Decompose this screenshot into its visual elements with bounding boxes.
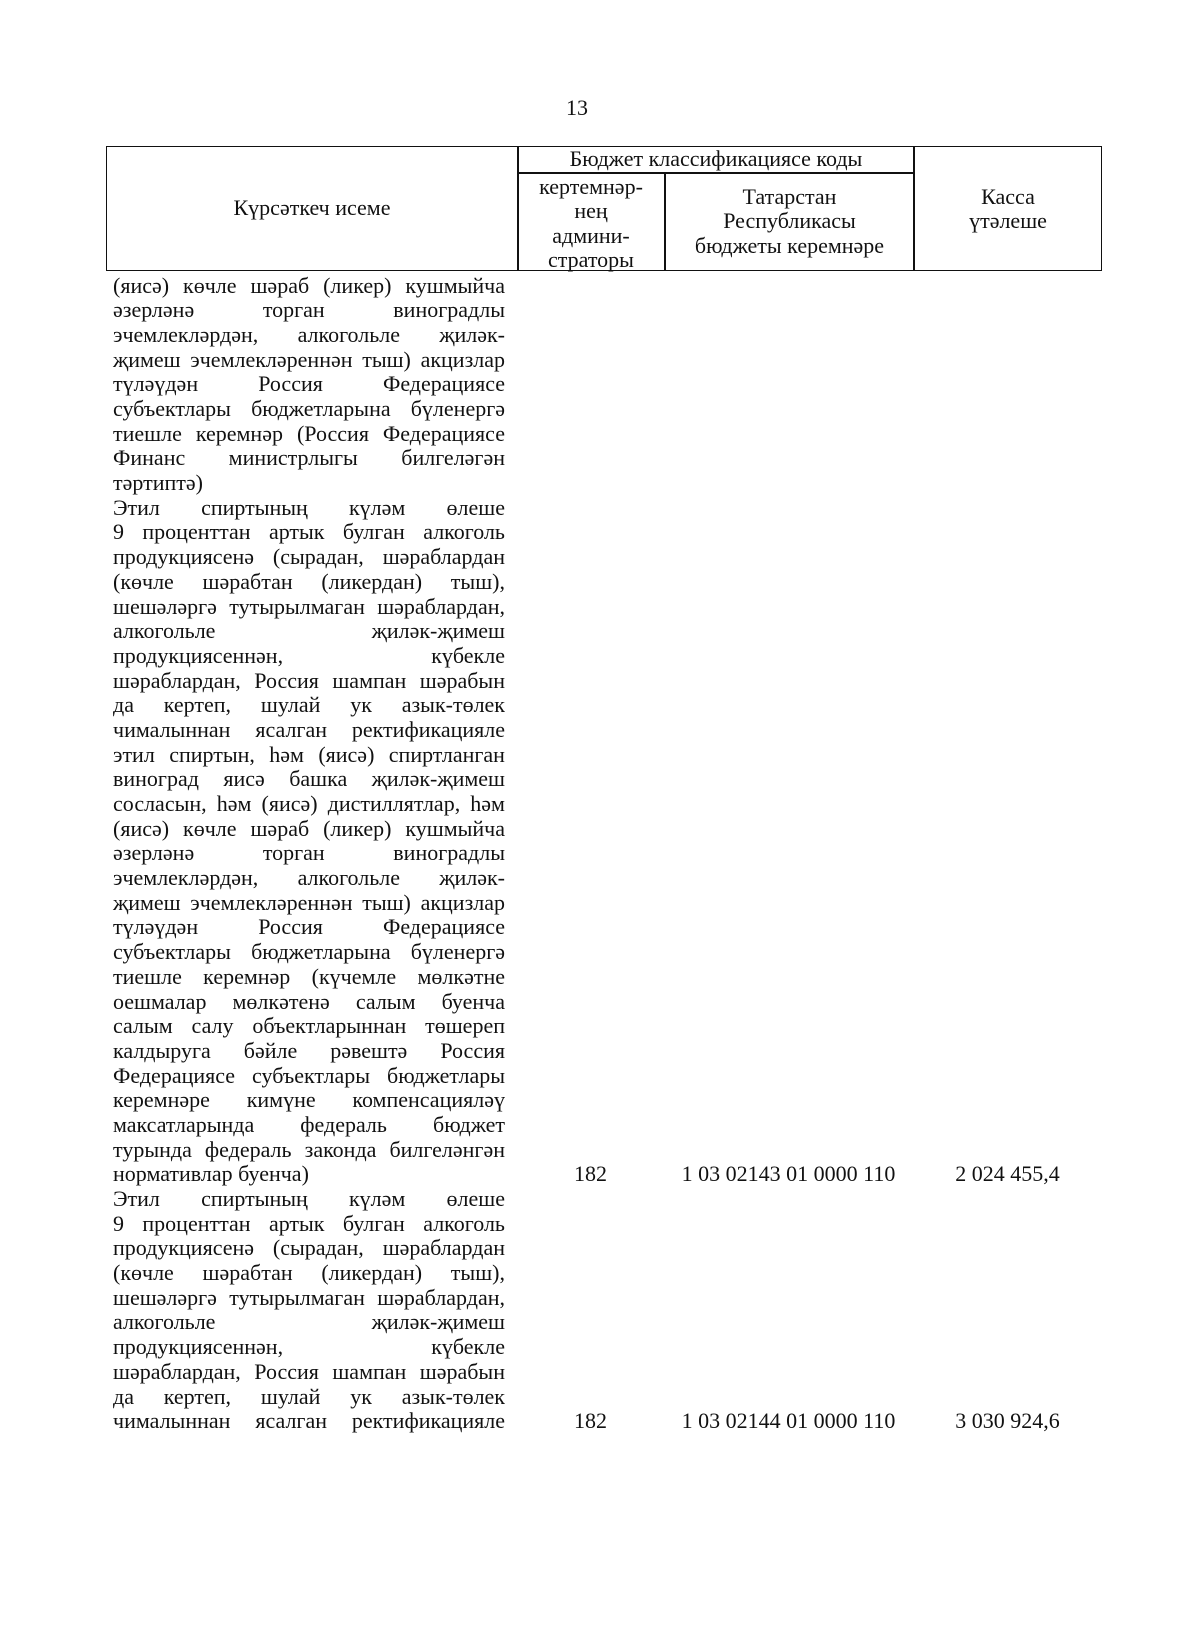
text-word: алкогольле: [113, 1309, 216, 1335]
text-line: [113, 940, 505, 965]
text-word: буенча: [441, 988, 505, 1014]
text-line: [113, 1409, 505, 1434]
text-word: ректификацияле: [351, 1408, 505, 1434]
text-word: дистиллятлар,: [327, 791, 461, 817]
text-line: [113, 915, 505, 940]
text-word: Россия: [258, 371, 323, 397]
text-word: һәм: [470, 791, 505, 817]
text-word: виноградлы: [393, 297, 505, 323]
text-word: шәраблардан: [382, 1235, 505, 1261]
text-word: спиртланган: [388, 741, 505, 767]
text-line: [113, 298, 505, 323]
text-word: ясалган: [255, 1408, 327, 1434]
header-line: Бюджет классификациясе коды: [569, 145, 863, 171]
text-word: максатларында: [113, 1111, 255, 1137]
text-word: продукциясеннән,: [113, 642, 284, 668]
text-word: спиртының: [201, 1186, 308, 1212]
text-line: [113, 323, 505, 348]
text-word: салым: [113, 1013, 173, 1039]
text-word: акцизлар: [420, 346, 505, 372]
header-line: кертемнәр-: [539, 173, 643, 199]
text-word: һәм: [216, 791, 252, 817]
text-word: (ликердан): [321, 568, 423, 594]
text-line: [113, 1335, 505, 1360]
text-word: шампан: [332, 667, 407, 693]
text-line: [113, 792, 505, 817]
text-line: тәртиптә): [113, 470, 203, 496]
text-word: бюджетлары: [387, 1062, 505, 1088]
text-word: алкогольле: [113, 618, 216, 644]
text-word: шулай: [260, 1383, 321, 1409]
text-line: [113, 446, 505, 471]
text-word: керемнәр: [203, 963, 291, 989]
text-word: керемнәр: [195, 420, 283, 446]
text-word: ясалган: [255, 716, 327, 742]
text-word: калдыруга: [113, 1037, 211, 1063]
text-word: продукциясенә: [113, 1235, 255, 1261]
text-word: (ликер): [323, 815, 392, 841]
text-line: [113, 669, 505, 694]
text-word: Россия: [440, 1037, 505, 1063]
text-word: продукциясеннән,: [113, 1334, 284, 1360]
text-word: шәрабтан: [202, 1260, 293, 1286]
text-word: виноградлы: [393, 840, 505, 866]
text-word: шәраблардан,: [377, 593, 505, 619]
amount-cell: 2 024 455,4: [955, 1161, 1060, 1187]
text-word: җиләк-: [439, 321, 505, 347]
text-word: (яисә): [113, 272, 170, 298]
text-word: көчле: [183, 815, 237, 841]
text-word: ук: [350, 692, 372, 718]
text-word: бюджет: [433, 1111, 505, 1137]
text-word: салу: [191, 1013, 234, 1039]
text-word: субъектлары: [113, 396, 231, 422]
table-row: [106, 274, 1102, 496]
text-word: Федерациясе: [382, 914, 505, 940]
text-line: нормативлар буенча): [113, 1161, 309, 1187]
text-word: керемнәре: [113, 1087, 210, 1113]
text-word: тутырылмаган: [229, 1284, 365, 1310]
amount-cell: [913, 471, 1102, 496]
row-name-cell: [106, 1187, 517, 1434]
header-admin-col: [518, 175, 664, 273]
text-word: көчле: [183, 272, 237, 298]
table-row: [106, 496, 1102, 1187]
text-line: [113, 1360, 505, 1385]
text-word: объектларыннан: [252, 1013, 407, 1039]
text-word: кертеп,: [163, 692, 232, 718]
text-word: җимеш: [113, 346, 181, 372]
text-word: түләүдән: [113, 371, 199, 397]
text-word: билгеләнгән: [389, 1136, 505, 1162]
text-line: [113, 1187, 505, 1212]
text-word: шешәләргә: [113, 593, 217, 619]
text-line: [113, 1385, 505, 1410]
text-word: Федерациясе: [113, 1062, 236, 1088]
text-word: Россия: [258, 914, 323, 940]
text-word: эчемлекләрдән,: [113, 321, 259, 347]
text-word: компенсацияләү: [352, 1087, 505, 1113]
text-word: субъектлары: [113, 939, 231, 965]
text-word: виноград: [113, 766, 199, 792]
text-line: [113, 1261, 505, 1286]
text-word: (яисә): [318, 741, 375, 767]
text-word: башка: [289, 766, 348, 792]
text-word: проценттан: [142, 519, 251, 545]
text-word: акцизлар: [420, 889, 505, 915]
text-line: [113, 841, 505, 866]
header-line: страторы: [548, 247, 634, 272]
text-word: (көчле: [113, 568, 174, 594]
text-word: кертеп,: [163, 1383, 232, 1409]
text-word: алкогольле: [297, 865, 401, 891]
text-word: Этил: [113, 494, 160, 520]
text-word: шәраблардан: [382, 544, 505, 570]
text-line: [113, 817, 505, 842]
admin-code-cell: [517, 471, 664, 496]
header-code-group: [518, 147, 914, 172]
text-word: мөлкәтне: [417, 963, 505, 989]
text-word: федераль: [204, 1136, 292, 1162]
text-line: [113, 891, 505, 916]
text-word: Этил: [113, 1186, 160, 1212]
text-word: өлеше: [446, 1186, 505, 1212]
text-word: шәраблардан,: [113, 1358, 241, 1384]
text-word: Россия: [254, 667, 319, 693]
text-word: тыш): [362, 889, 411, 915]
text-word: булган: [342, 519, 405, 545]
text-line: [113, 767, 505, 792]
text-word: Федерациясе: [382, 420, 505, 446]
admin-code-cell: 182: [574, 1408, 607, 1434]
text-word: билгеләгән: [401, 445, 505, 471]
text-word: эчемлекләрдән,: [113, 865, 259, 891]
text-word: спиртын,: [169, 741, 255, 767]
text-line: [113, 1286, 505, 1311]
text-word: бүленергә: [410, 396, 505, 422]
header-line: үтәлеше: [969, 208, 1047, 233]
text-word: эчемлекләреннән: [190, 346, 353, 372]
text-word: мөлкәтенә: [232, 988, 330, 1014]
text-line: [113, 1039, 505, 1064]
text-word: да: [113, 692, 134, 718]
text-word: ук: [350, 1383, 372, 1409]
text-word: артык: [268, 519, 325, 545]
text-word: төшереп: [425, 1013, 505, 1039]
text-word: шәраблардан,: [113, 667, 241, 693]
header-line: бюджеты керемнәре: [694, 232, 885, 258]
text-word: алкоголь: [423, 519, 505, 545]
text-line: [113, 718, 505, 743]
revenue-code-cell: 1 03 02143 01 0000 110: [681, 1161, 896, 1187]
text-word: сосласын,: [113, 791, 207, 817]
amount-cell: 3 030 924,6: [955, 1408, 1060, 1434]
text-line: [113, 965, 505, 990]
text-word: (ликердан): [321, 1260, 423, 1286]
text-word: алкоголь: [423, 1210, 505, 1236]
text-word: азык-төлек: [401, 692, 505, 718]
text-word: кушмыйча: [405, 272, 505, 298]
text-word: (Россия: [296, 420, 369, 446]
text-word: этил: [113, 741, 155, 767]
text-word: яисә: [223, 766, 265, 792]
text-word: Россия: [254, 1358, 319, 1384]
text-word: 9: [113, 1210, 124, 1236]
text-word: җимеш: [113, 889, 181, 915]
text-word: артык: [268, 1210, 325, 1236]
text-word: күбекле: [431, 1334, 505, 1360]
text-word: Финанс: [113, 445, 186, 471]
admin-code-cell: 182: [574, 1161, 607, 1187]
text-line: [113, 644, 505, 669]
header-line: админи-: [552, 222, 630, 248]
text-word: турында: [113, 1136, 192, 1162]
text-word: бүленергә: [410, 939, 505, 965]
text-word: ректификацияле: [351, 716, 505, 742]
text-word: әзерләнә: [113, 297, 195, 323]
text-word: рәвештә: [330, 1037, 408, 1063]
text-line: [113, 1236, 505, 1261]
text-word: законда: [304, 1136, 377, 1162]
text-word: күләм: [348, 494, 406, 520]
text-word: бюджетларына: [251, 939, 391, 965]
text-line: [113, 274, 505, 299]
text-word: шешәләргә: [113, 1284, 217, 1310]
text-line: [113, 496, 505, 521]
text-word: тыш),: [450, 568, 505, 594]
text-line: [113, 743, 505, 768]
text-line: [113, 866, 505, 891]
text-word: оешмалар: [113, 988, 207, 1014]
text-line: [113, 545, 505, 570]
text-word: Федерациясе: [382, 371, 505, 397]
text-word: (көчле: [113, 1260, 174, 1286]
text-line: [113, 520, 505, 545]
text-word: күбекле: [431, 642, 505, 668]
table-row: [106, 1187, 1102, 1434]
text-line: [113, 1088, 505, 1113]
text-word: чималыннан: [113, 1408, 231, 1434]
text-word: булган: [342, 1210, 405, 1236]
text-word: (сырадан,: [272, 544, 364, 570]
text-word: шәраб: [250, 272, 310, 298]
text-word: һәм: [269, 741, 304, 767]
text-word: тиешле: [113, 963, 182, 989]
text-word: бюджетларына: [251, 396, 391, 422]
text-word: шампан: [332, 1358, 407, 1384]
text-word: эчемлекләреннән: [190, 889, 353, 915]
text-word: кушмыйча: [405, 815, 505, 841]
text-word: спиртының: [201, 494, 308, 520]
text-line: [113, 693, 505, 718]
table-header: [106, 146, 1102, 271]
text-line: [113, 1138, 505, 1163]
text-word: (күчемле: [311, 963, 397, 989]
header-revenue-col: [666, 185, 913, 259]
text-word: түләүдән: [113, 914, 199, 940]
text-word: (сырадан,: [272, 1235, 364, 1261]
text-word: (яисә): [113, 815, 170, 841]
text-word: шулай: [260, 692, 321, 718]
header-line: Республикасы: [723, 208, 856, 233]
text-word: шәрабтан: [202, 568, 293, 594]
text-word: өлеше: [446, 494, 505, 520]
text-word: бәйле: [243, 1037, 298, 1063]
text-word: шәрабын: [419, 1358, 505, 1384]
text-word: шәрабын: [419, 667, 505, 693]
text-word: продукциясенә: [113, 544, 255, 570]
text-word: тутырылмаган: [229, 593, 365, 619]
text-word: әзерләнә: [113, 840, 195, 866]
text-word: күләм: [348, 1186, 406, 1212]
text-word: җиләк-җимеш: [371, 618, 505, 644]
text-word: азык-төлек: [401, 1383, 505, 1409]
text-word: субъектлары: [252, 1062, 371, 1088]
text-word: (яисә): [261, 791, 318, 817]
text-line: [113, 990, 505, 1015]
text-line: [113, 570, 505, 595]
header-line: Татарстан: [742, 183, 837, 209]
header-kassa-col: [915, 185, 1101, 234]
revenue-code-cell: 1 03 02144 01 0000 110: [681, 1408, 896, 1434]
text-word: шәраблардан,: [377, 1284, 505, 1310]
text-word: (ликер): [323, 272, 392, 298]
text-word: алкогольле: [297, 321, 401, 347]
text-word: җиләк-җимеш: [371, 766, 505, 792]
text-word: министрлыгы: [228, 445, 358, 471]
text-line: [113, 1113, 505, 1138]
text-line: [113, 1212, 505, 1237]
text-word: да: [113, 1383, 134, 1409]
text-line: [113, 372, 505, 397]
table-body: [106, 274, 1102, 1434]
text-line: [113, 1064, 505, 1089]
text-line: [113, 619, 505, 644]
page-number: 13: [566, 95, 588, 120]
text-word: шәраб: [250, 815, 310, 841]
text-word: торган: [262, 840, 325, 866]
text-line: [113, 422, 505, 447]
text-word: җиләк-җимеш: [371, 1309, 505, 1335]
header-line: нең: [574, 198, 608, 223]
text-word: чималыннан: [113, 716, 231, 742]
text-line: [113, 397, 505, 422]
text-line: [113, 348, 505, 373]
revenue-code-cell: [664, 471, 913, 496]
row-name-cell: [106, 274, 517, 496]
text-word: тиешле: [113, 420, 182, 446]
text-line: [113, 1014, 505, 1039]
text-word: тыш): [362, 346, 411, 372]
text-word: җиләк-: [439, 865, 505, 891]
text-word: федераль: [300, 1111, 387, 1137]
text-word: проценттан: [142, 1210, 251, 1236]
header-line: Касса: [981, 183, 1035, 209]
header-line: Күрсәткеч исеме: [233, 194, 391, 220]
header-name-col: [107, 196, 517, 221]
text-word: тыш),: [450, 1260, 505, 1286]
text-word: кимүне: [246, 1087, 316, 1113]
text-word: салым: [355, 988, 416, 1014]
text-word: торган: [262, 297, 325, 323]
row-name-cell: [106, 496, 517, 1187]
text-word: 9: [113, 519, 124, 545]
text-line: [113, 1310, 505, 1335]
text-line: [113, 595, 505, 620]
